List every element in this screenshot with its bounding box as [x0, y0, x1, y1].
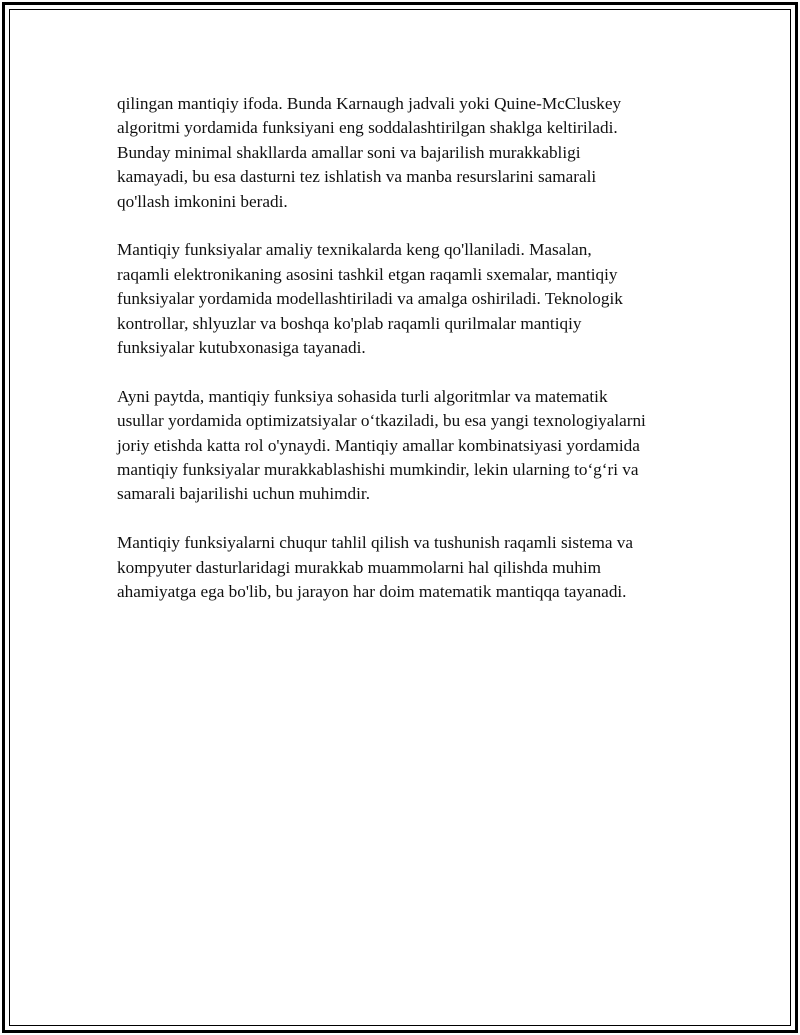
text-line: kompyuter dasturlaridagi murakkab muammolarni hal qilishda muhim	[117, 557, 602, 577]
text-line: kamayadi, bu esa dasturni tez ishlatish va manba resurslarini samarali	[117, 167, 597, 187]
text-line: qilingan mantiqiy ifoda. Bunda Karnaugh jadvali yoki Quine-McCluskey	[117, 94, 622, 113]
text-line: Mantiqiy funksiyalar amaliy texnikalarda keng qo'llaniladi. Masalan,	[117, 240, 592, 260]
text-line: samarali bajarilishi uchun muhimdir.	[117, 484, 370, 504]
document-body	[117, 92, 697, 629]
paragraph-2	[117, 238, 697, 360]
paragraph-4	[117, 531, 697, 604]
text-line: Mantiqiy funksiyalarni chuqur tahlil qilish va tushunish raqamli sistema va	[117, 533, 634, 553]
text-line: usullar yordamida optimizatsiyalar o‘tkaziladi, bu esa yangi texnologiyalarni	[117, 411, 646, 431]
text-line: funksiyalar yordamida modellashtiriladi va amalga oshiriladi. Teknologik	[117, 289, 623, 309]
text-line: joriy etishda katta rol o'ynaydi. Mantiqiy amallar kombinatsiyasi yordamida	[117, 435, 640, 455]
text-line: kontrollar, shlyuzlar va boshqa ko'plab raqamli qurilmalar mantiqiy	[117, 313, 582, 333]
text-line: Bunday minimal shakllarda amallar soni va bajarilish murakkabligi	[117, 142, 581, 162]
text-line: mantiqiy funksiyalar murakkablashishi mumkindir, lekin ularning to‘g‘ri va	[117, 460, 639, 480]
text-line: ahamiyatga ega bo'lib, bu jarayon har doim matematik mantiqqa tayanadi.	[117, 582, 627, 602]
text-line: Ayni paytda, mantiqiy funksiya sohasida turli algoritmlar va matematik	[117, 386, 608, 406]
paragraph-3	[117, 385, 697, 507]
text-line: qo'llash imkonini beradi.	[117, 191, 288, 211]
paragraph-1	[117, 92, 697, 214]
text-line: funksiyalar kutubxonasiga tayanadi.	[117, 338, 366, 358]
text-line: algoritmi yordamida funksiyani eng soddalashtirilgan shaklga keltiriladi.	[117, 118, 618, 138]
text-line: raqamli elektronikaning asosini tashkil etgan raqamli sxemalar, mantiqiy	[117, 264, 618, 284]
